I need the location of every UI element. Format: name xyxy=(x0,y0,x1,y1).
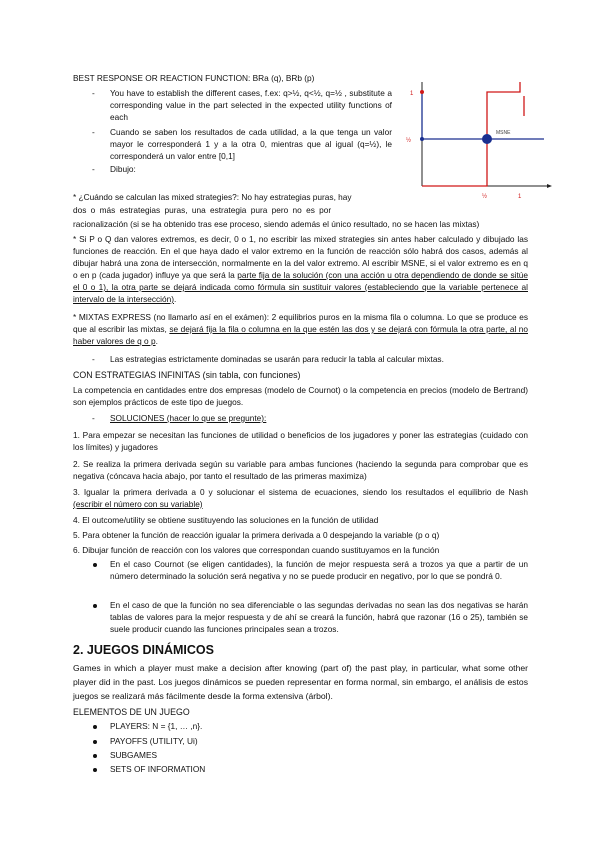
non-differentiable-bullet: En el caso de que la función no sea diferenciable o las segundas derivadas no sean las dos negativas se harán tablas de valores para la mejor respuesta y de ahí se creará la función, habrá que razonar (16 o 25), también se suele producir cuando las funciones principales sean a trozos. xyxy=(110,600,528,634)
bullet-dot-icon xyxy=(93,740,97,744)
reaction-function-diagram xyxy=(392,76,562,204)
dynamic-games-intro: Games in which a player must make a decision after knowing (part of) the past play, in particular, what some other player did in the past. Los juegos dinámicos se pueden representar en forma normal, sin embargo, el análisis de estos juegos se realizará más fácilmente desde la forma extensiva (árbol). xyxy=(73,663,528,701)
mixed-note-2-underlined: parte fija de la solución (con una acción u otra dependiendo de donde se sitúe el 0 o 1), la otra parte se dejará indicada como fórmula sin sustituir valores (estableciendo que la variable pertenece al intervalo de la intersección) xyxy=(73,270,528,304)
mixed-note-3-text: * MIXTAS EXPRESS (no llamarlo así en el exámen): 2 equilibrios puros en la misma fila o columna. Lo que se produce es que al escribir las mixtas, xyxy=(73,312,528,334)
mixed-note-2-end: . xyxy=(174,294,177,304)
label-one-x: 1 xyxy=(518,194,522,200)
solution-step-4: 4. El outcome/utility se obtiene sustituyendo las soluciones en la función de utilidad xyxy=(73,515,379,525)
mixed-note-3-end: . xyxy=(155,336,158,346)
msne-label: MSNE xyxy=(496,130,511,136)
solution-step-3-text: 3. Igualar la primera derivada a 0 y solucionar el sistema de ecuaciones, siendo los resultados el equilibrio de Nash xyxy=(73,487,528,497)
dynamic-games-heading: 2. JUEGOS DINÁMICOS xyxy=(73,643,214,657)
mixed-note-3-underlined: se dejará fija la fila o columna en la que estén las dos y se dejará con fórmula la otra parte, al no haber valores de q o p xyxy=(73,324,528,346)
element-sets-of-information: SETS OF INFORMATION xyxy=(110,764,206,774)
solution-step-1: 1. Para empezar se necesitan las funciones de utilidad o beneficios de los jugadores y poner las estrategias (cuidado con los límites) y jugadores xyxy=(73,430,528,452)
solution-step-6: 6. Dibujar función de reacción con los valores que correspondan cuando sustituyamos en la función xyxy=(73,545,440,555)
reaction-function-blue xyxy=(422,92,544,139)
tick-marker-one-y xyxy=(420,90,424,94)
mixed-note-1-line-2: dos o más estrategias puras, una estrategia pura pero no es por xyxy=(73,205,332,215)
infinite-strategies-heading: CON ESTRATEGIAS INFINITAS (sin tabla, con funciones) xyxy=(73,370,301,380)
bullet-dot-icon xyxy=(93,563,97,567)
bullet-dot-icon xyxy=(93,725,97,729)
label-half-y: ½ xyxy=(406,138,412,144)
element-payoffs: PAYOFFS (UTILITY, Ui) xyxy=(110,736,198,746)
bullet-dot-icon xyxy=(93,604,97,608)
solution-step-3 xyxy=(73,486,528,510)
bullet-dot-icon xyxy=(93,768,97,772)
best-response-item-3: - Dibujo: xyxy=(110,163,136,175)
mixed-note-1-line-1: * ¿Cuándo se calculan las mixed strategies?: No hay estrategias puras, hay xyxy=(73,192,352,202)
mixed-note-2-text: * Si P o Q dan valores extremos, es decir, 0 o 1, no escribir las mixed strategies sin antes haber calculado y dibujado las funciones de reacción. En el que haya dado el valor extremo en la función de reacción sólo habrá dos casos, además al dibujar habrá una zona de intersección, normalmente en la del valor extremo. Al escribir MSNE, si el valor extremo es en q o en p (cada jugador) influye ya que será la xyxy=(73,234,528,280)
tick-marker-half-y xyxy=(420,137,424,141)
solution-step-2: 2. Se realiza la primera derivada según su variable para ambas funciones (haciendo la segunda para comprobar que es negativa (cóncava hacia abajo, por tanto el resultado de las primeras maximiza) xyxy=(73,459,528,481)
mixed-note-3 xyxy=(73,311,528,347)
best-response-heading: BEST RESPONSE OR REACTION FUNCTION: BRa (q), BRb (p) xyxy=(73,73,315,83)
cournot-bullet: En el caso Cournot (se eligen cantidades), la función de mejor respuesta será a trozos ya que a partir de un número determinado la solución será negativa y no se puede producir en negativo, por lo que se pondrá 0. xyxy=(110,559,528,581)
dominated-strategies-note: - Las estrategias estrictamente dominadas se usarán para reducir la tabla al calcular mixtas. xyxy=(110,353,444,365)
mixed-note-1-line-3: racionalización (si se ha obtenido tras ese proceso, siendo además el único resultado, no se hacen las mixtas) xyxy=(73,219,480,229)
infinite-intro: La competencia en cantidades entre dos empresas (modelo de Cournot) o la competencia en precios (modelo de Bertrand) son ejemplos prácticos de este tipo de juegos. xyxy=(73,385,528,407)
msne-point xyxy=(482,134,492,144)
element-players: PLAYERS: N = {1, … ,n}. xyxy=(110,721,203,731)
x-axis-arrow-icon xyxy=(547,184,552,188)
solutions-label: - SOLUCIONES (hacer lo que se pregunte): xyxy=(110,412,266,424)
label-half-x: ½ xyxy=(482,194,488,200)
bullet-dot-icon xyxy=(93,754,97,758)
best-response-item-1: - You have to establish the different cases, f.ex: q>½, q<½, q=½ , substitute a corresponding value in the part selected in the expected utility functions of each xyxy=(110,87,392,123)
solution-step-5: 5. Para obtener la función de reacción igualar la primera derivada a 0 despejando la variable (p o q) xyxy=(73,530,440,540)
element-subgames: SUBGAMES xyxy=(110,750,158,760)
game-elements-heading: ELEMENTOS DE UN JUEGO xyxy=(73,707,190,717)
label-one-y: 1 xyxy=(410,91,414,97)
mixed-note-2 xyxy=(73,233,528,305)
solution-step-3-underlined: (escribir el número con su variable) xyxy=(73,499,203,509)
best-response-item-2: - Cuando se saben los resultados de cada utilidad, a la que tenga un valor mayor le corresponderá 1 y a la otra 0, mientras que al igual (q=½), le corresponderá un valor entre [0,1] xyxy=(110,126,392,162)
